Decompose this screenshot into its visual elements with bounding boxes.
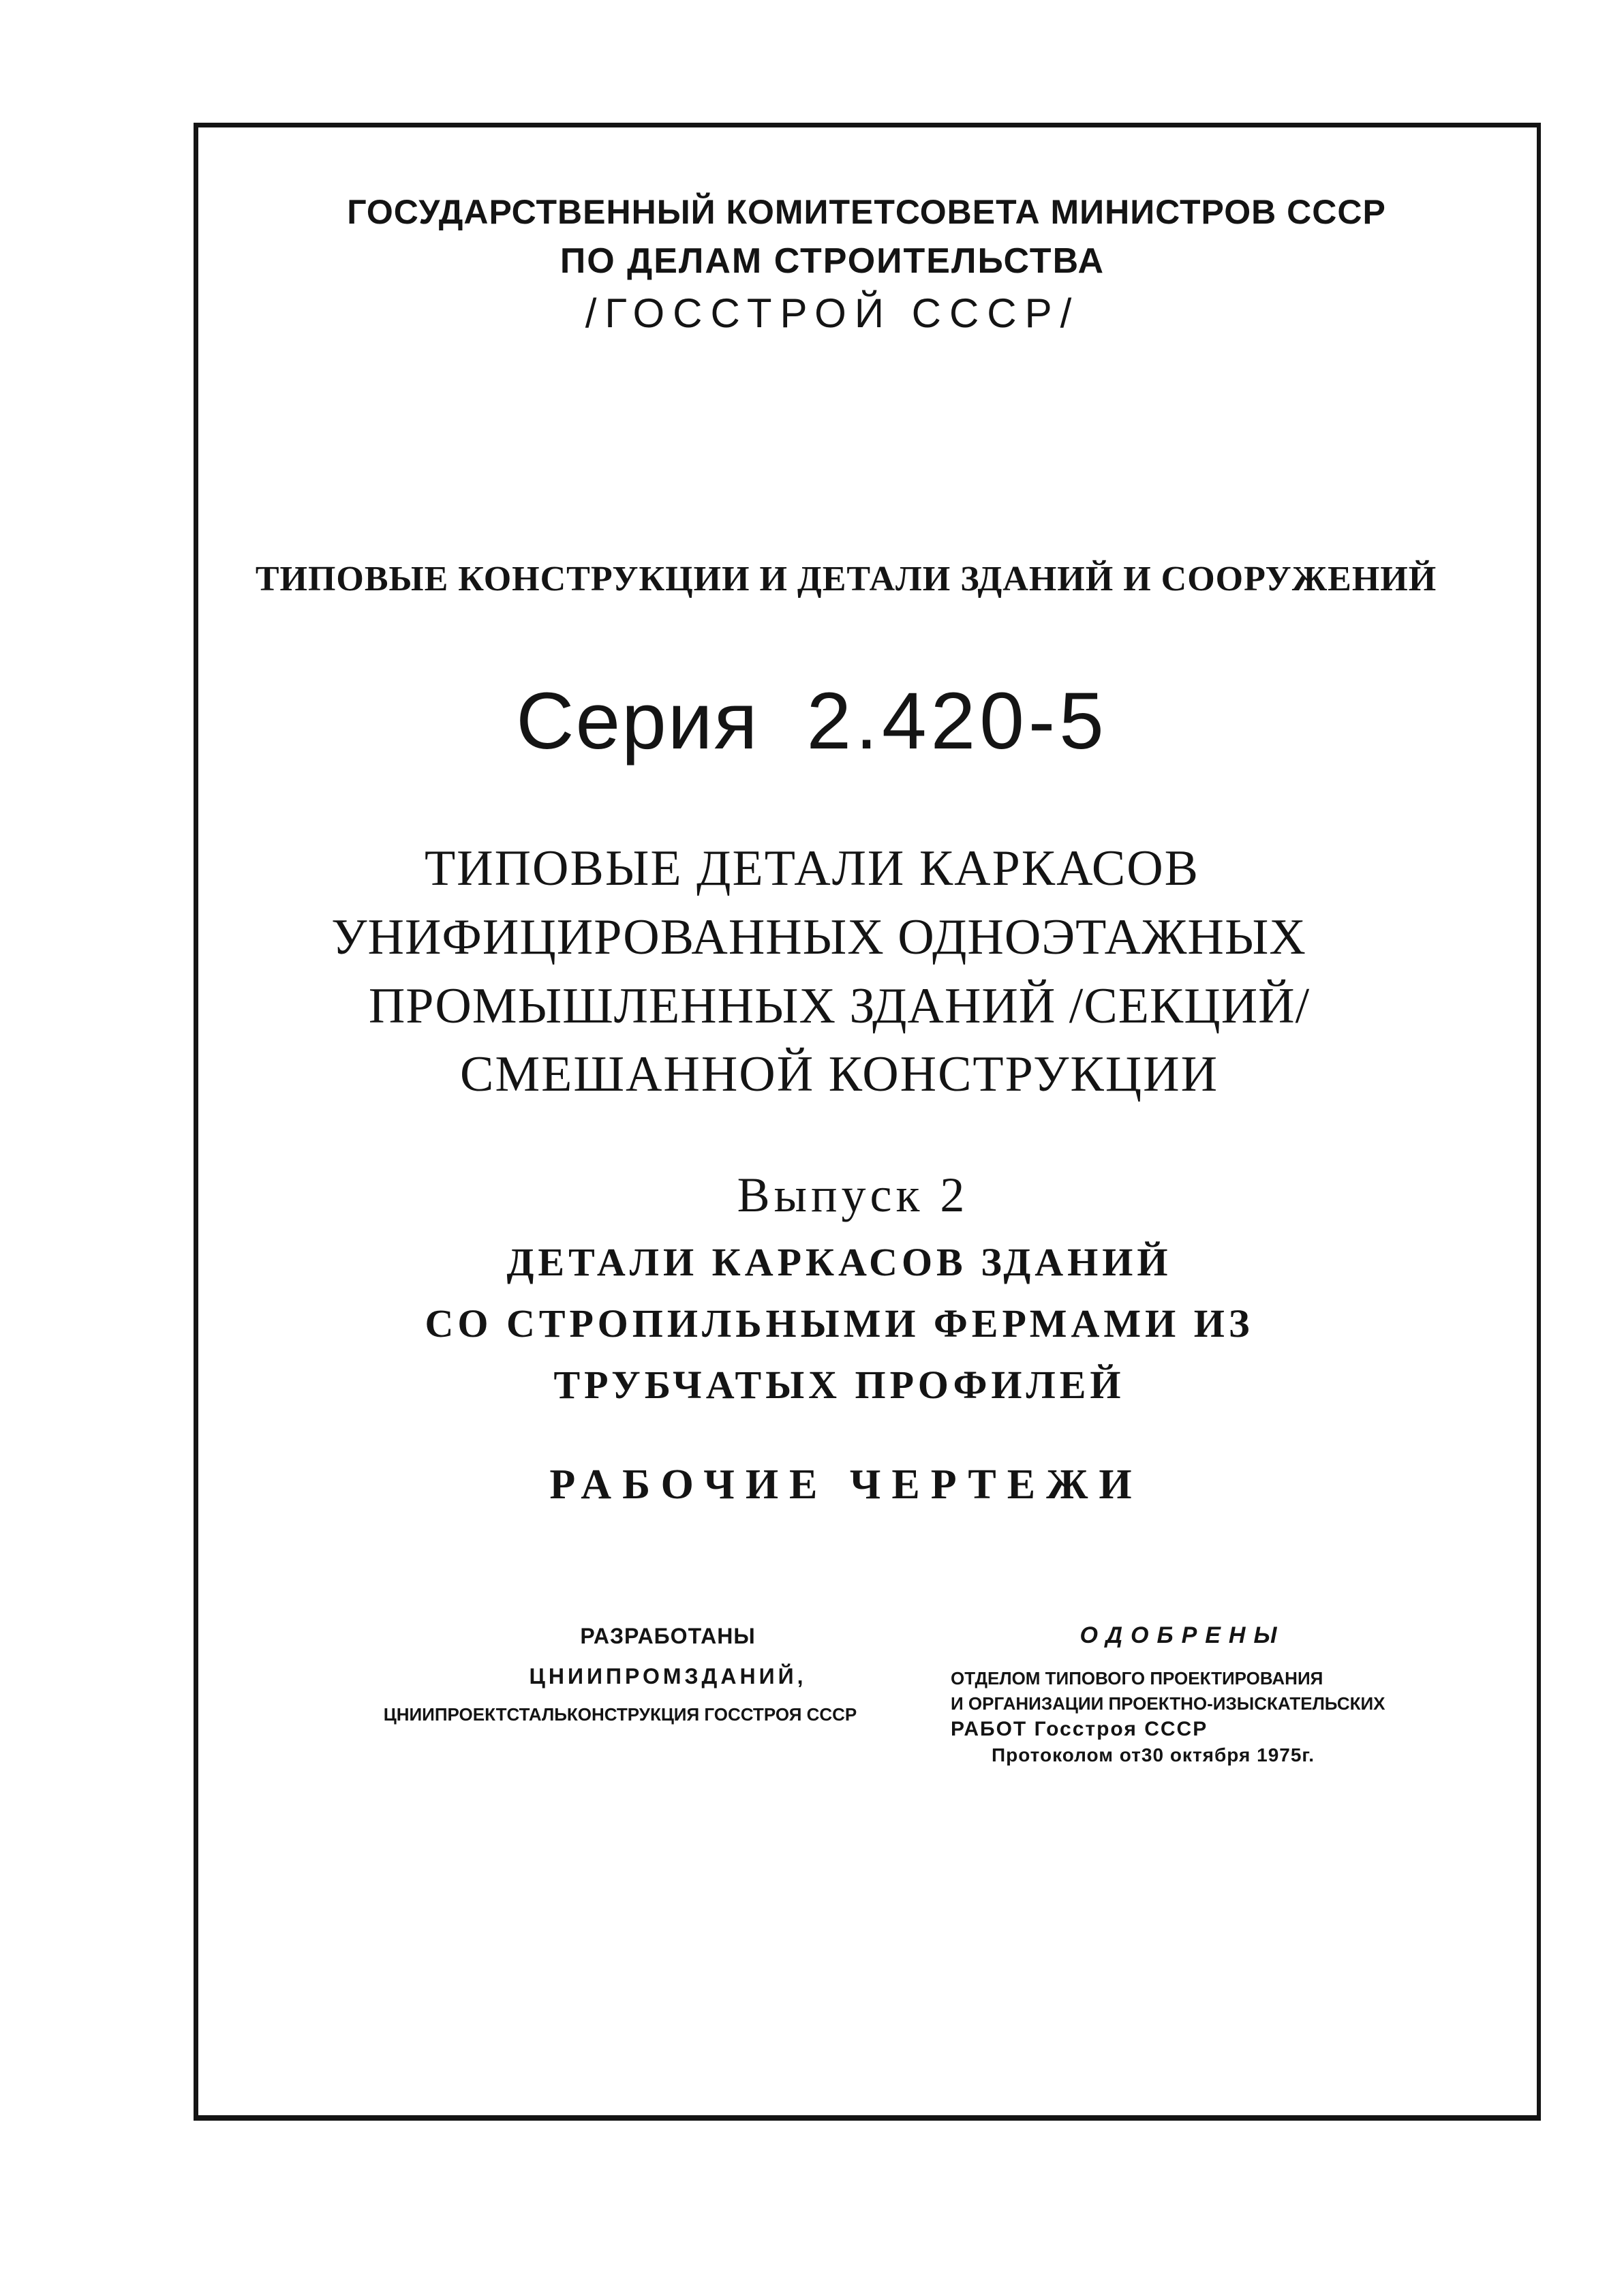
issue-label: Выпуск 2 (737, 1168, 969, 1222)
series-line (0, 675, 1624, 768)
developed-heading: РАЗРАБОТАНЫ (580, 1624, 756, 1648)
title-line-1: ТИПОВЫЕ ДЕТАЛИ КАРКАСОВ (424, 840, 1200, 896)
title-line-2: УНИФИЦИРОВАННЫХ ОДНОЭТАЖНЫХ (331, 909, 1306, 965)
page-border-frame (194, 123, 1541, 2121)
developed-org-1: ЦНИИПРОМЗДАНИЙ, (529, 1664, 807, 1688)
title-line-4: СМЕШАННОЙ КОНСТРУКЦИИ (459, 1046, 1219, 1102)
approved-line-1: ОТДЕЛОМ ТИПОВОГО ПРОЕКТИРОВАНИЯ (951, 1668, 1323, 1688)
developed-org-2: ЦНИИПРОЕКТСТАЛЬКОНСТРУКЦИЯ ГОССТРОЯ СССР (383, 1704, 857, 1725)
title-line-3: ПРОМЫШЛЕННЫХ ЗДАНИЙ /СЕКЦИЙ/ (368, 978, 1311, 1034)
subtitle-line-1: ДЕТАЛИ КАРКАСОВ ЗДАНИЙ (506, 1240, 1172, 1284)
working-drawings-label: РАБОЧИЕ ЧЕРТЕЖИ (549, 1461, 1143, 1508)
approved-line-2: И ОРГАНИЗАЦИИ ПРОЕКТНО-ИЗЫСКАТЕЛЬСКИХ (951, 1693, 1385, 1714)
approved-protocol-line: Протоколом от30 октября 1975г. (992, 1744, 1315, 1766)
header-gosstroy-line: /ГОССТРОЙ СССР/ (585, 290, 1080, 336)
series-word: Серия (516, 676, 759, 766)
subtitle-line-2: СО СТРОПИЛЬНЫМИ ФЕРМАМИ ИЗ (425, 1301, 1254, 1346)
subtitle-line-3: ТРУБЧАТЫХ ПРОФИЛЕЙ (553, 1363, 1125, 1407)
approved-heading: ОДОБРЕНЫ (1079, 1622, 1285, 1648)
header-committee-line: ГОСУДАРСТВЕННЫЙ КОМИТЕТСОВЕТА МИНИСТРОВ СССР (347, 193, 1386, 231)
supertitle: ТИПОВЫЕ КОНСТРУКЦИИ И ДЕТАЛИ ЗДАНИЙ И СООРУЖЕНИЙ (255, 560, 1437, 599)
series-number: 2.420-5 (806, 676, 1108, 766)
header-construction-line: ПО ДЕЛАМ СТРОИТЕЛЬСТВА (560, 241, 1105, 281)
approved-line-3: РАБОТ Госстроя СССР (951, 1718, 1208, 1740)
